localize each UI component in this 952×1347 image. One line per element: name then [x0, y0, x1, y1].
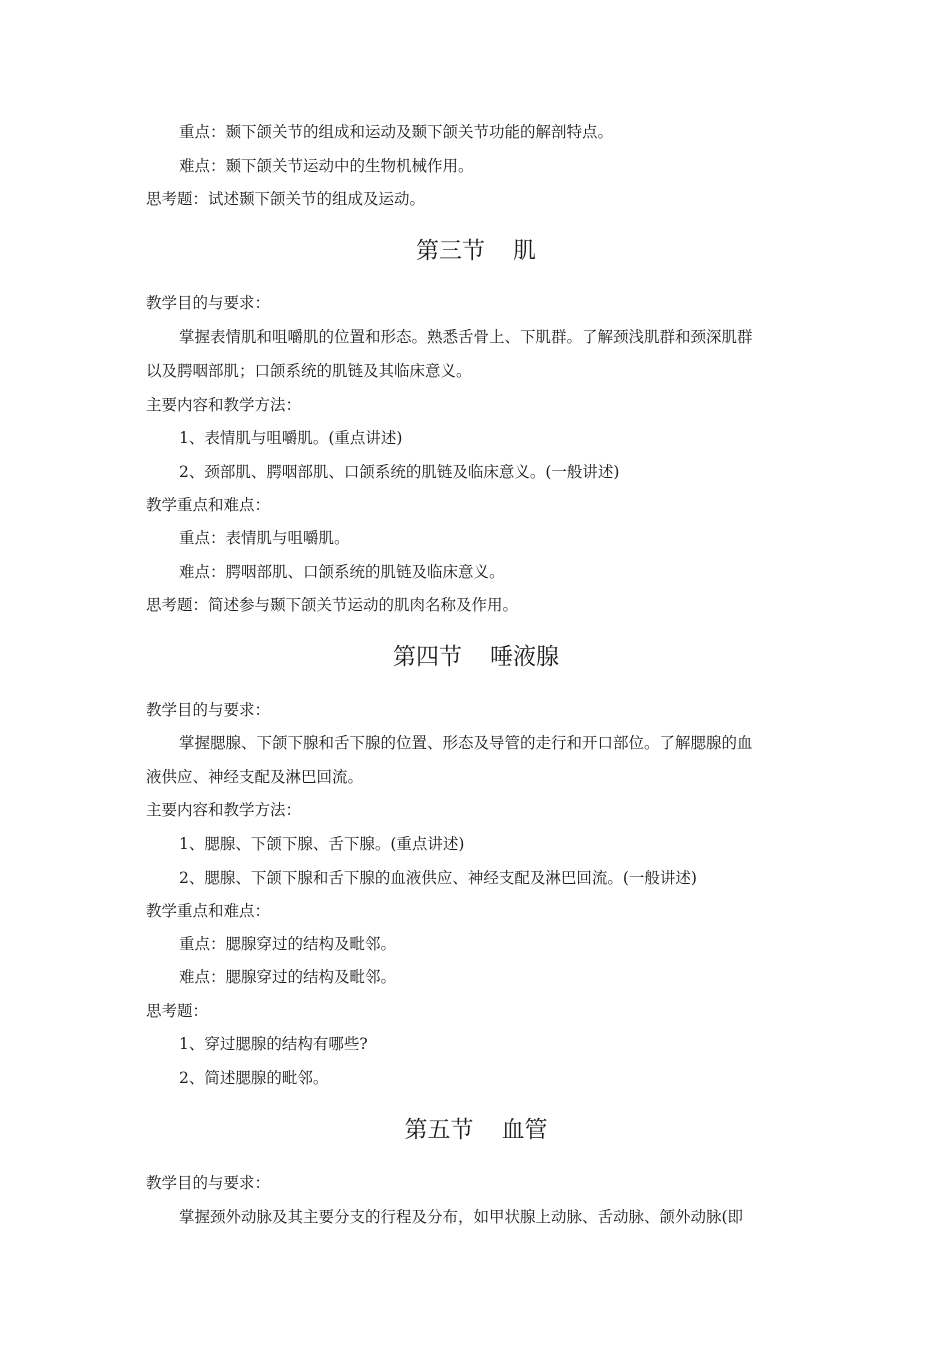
key-point-text: 重点：腮腺穿过的结构及毗邻。: [179, 935, 397, 953]
section-3-heading: [0, 236, 952, 266]
methods-label: 主要内容和教学方法：: [146, 396, 302, 414]
objectives-text: 掌握颈外动脉及其主要分支的行程及分布，如甲状腺上动脉、舌动脉、颌外动脉(即: [179, 1208, 744, 1226]
methods-label: 主要内容和教学方法：: [146, 801, 302, 819]
section-4-name: 唾液腺: [490, 644, 559, 670]
method-item: 2、腮腺、下颌下腺和舌下腺的血液供应、神经支配及淋巴回流。(一般讲述): [179, 869, 697, 887]
question-text: 思考题：简述参与颞下颌关节运动的肌肉名称及作用。: [146, 596, 519, 614]
section-5-heading: [0, 1115, 952, 1145]
section-5-number: 第五节: [404, 1117, 474, 1143]
objectives-text-cont: 以及腭咽部肌；口颌系统的肌链及其临床意义。: [146, 362, 472, 380]
question-text: 思考题：试述颞下颌关节的组成及运动。: [146, 190, 426, 208]
method-item: 1、表情肌与咀嚼肌。(重点讲述): [179, 429, 403, 447]
section-5-name: 血管: [501, 1117, 548, 1143]
objectives-text: 掌握腮腺、下颌下腺和舌下腺的位置、形态及导管的走行和开口部位。了解腮腺的血: [179, 734, 753, 752]
objectives-label: 教学目的与要求：: [146, 701, 271, 719]
difficult-point-text: 难点：腮腺穿过的结构及毗邻。: [179, 968, 397, 986]
objectives-text-cont: 液供应、神经支配及淋巴回流。: [146, 768, 364, 786]
method-item: 2、颈部肌、腭咽部肌、口颌系统的肌链及临床意义。(一般讲述): [179, 463, 620, 481]
section-4-heading: [0, 642, 952, 672]
keys-label: 教学重点和难点：: [146, 902, 271, 920]
objectives-label: 教学目的与要求：: [146, 1174, 271, 1192]
method-item: 1、腮腺、下颌下腺、舌下腺。(重点讲述): [179, 835, 465, 853]
difficult-point-text: 难点：颞下颌关节运动中的生物机械作用。: [179, 157, 474, 175]
key-point-text: 重点：颞下颌关节的组成和运动及颞下颌关节功能的解剖特点。: [179, 123, 614, 141]
question-item: 2、简述腮腺的毗邻。: [179, 1069, 329, 1087]
keys-label: 教学重点和难点：: [146, 496, 271, 514]
key-point-text: 重点：表情肌与咀嚼肌。: [179, 529, 350, 547]
section-4-number: 第四节: [393, 644, 462, 670]
objectives-text: 掌握表情肌和咀嚼肌的位置和形态。熟悉舌骨上、下肌群。了解颈浅肌群和颈深肌群: [179, 328, 753, 346]
section-3-number: 第三节: [416, 238, 485, 264]
question-label: 思考题：: [146, 1002, 209, 1020]
objectives-label: 教学目的与要求：: [146, 294, 271, 312]
difficult-point-text: 难点：腭咽部肌、口颌系统的肌链及临床意义。: [179, 563, 505, 581]
question-item: 1、穿过腮腺的结构有哪些?: [179, 1035, 368, 1053]
section-3-name: 肌: [513, 238, 536, 264]
